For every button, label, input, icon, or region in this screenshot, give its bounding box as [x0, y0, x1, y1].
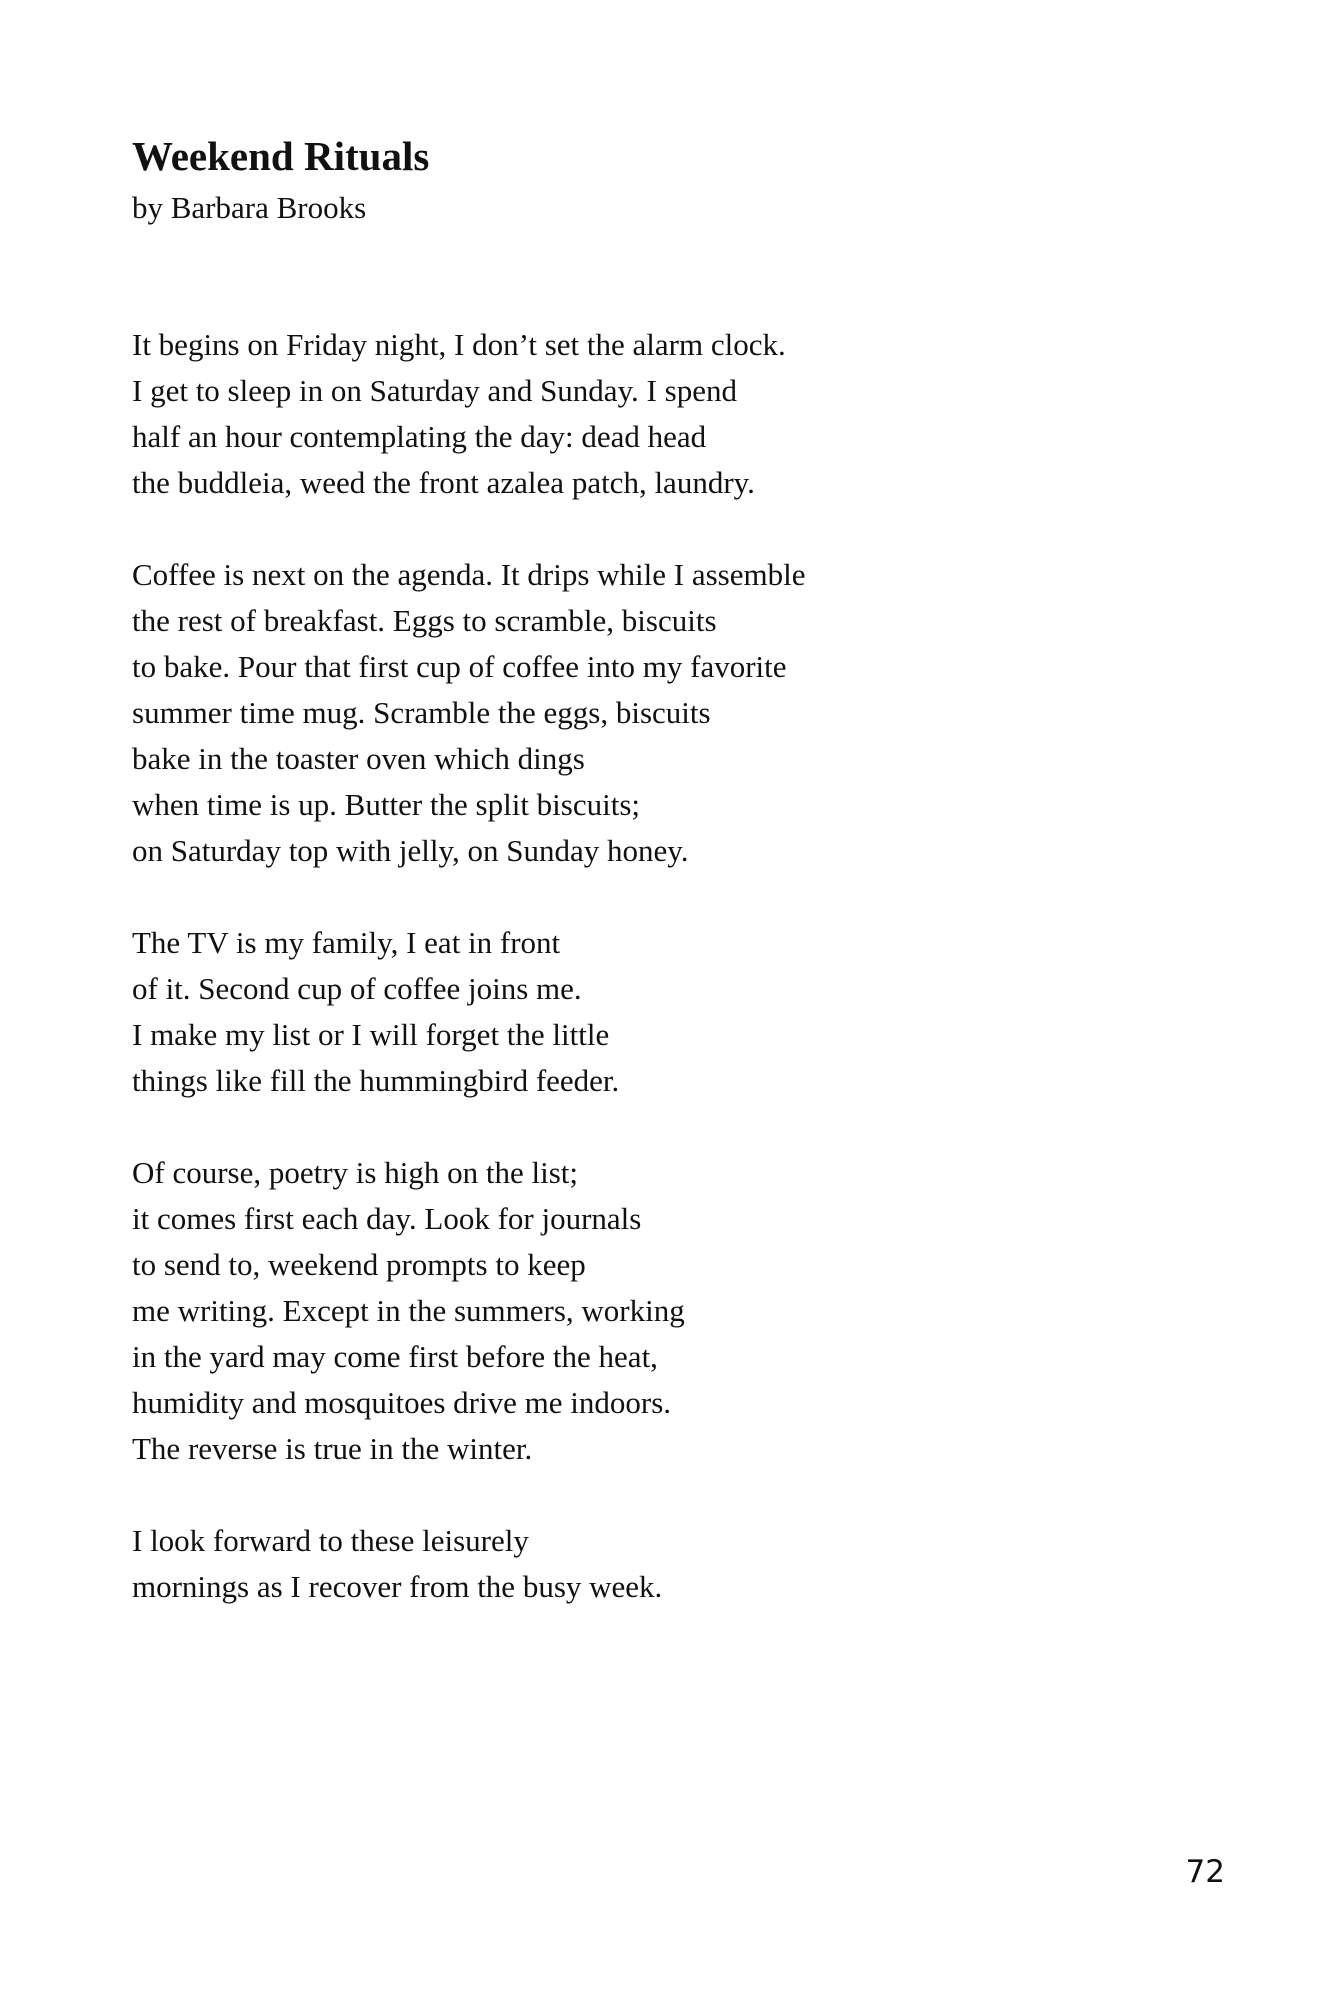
poem-line: I get to sleep in on Saturday and Sunday. I spend	[132, 373, 737, 408]
poem-line: Of course, poetry is high on the list;	[132, 1155, 578, 1190]
stanza-4	[132, 1150, 1182, 1472]
poem-line: summer time mug. Scramble the eggs, biscuits	[132, 695, 711, 730]
poem-line: The reverse is true in the winter.	[132, 1431, 533, 1466]
poem-line: when time is up. Butter the split biscuits;	[132, 787, 641, 822]
stanza-5	[132, 1518, 1182, 1610]
poem-line: to send to, weekend prompts to keep	[132, 1247, 586, 1282]
poem-title: Weekend Rituals	[132, 133, 430, 179]
poem-line: humidity and mosquitoes drive me indoors.	[132, 1385, 672, 1420]
stanza-1	[132, 322, 1182, 506]
poem-line: me writing. Except in the summers, working	[132, 1293, 685, 1328]
poem-line: the buddleia, weed the front azalea patch, laundry.	[132, 465, 755, 500]
poem-line: in the yard may come first before the heat,	[132, 1339, 658, 1374]
poem-line: I make my list or I will forget the little	[132, 1017, 610, 1052]
poem-line: It begins on Friday night, I don’t set the alarm clock.	[132, 327, 786, 362]
poem-line: to bake. Pour that first cup of coffee into my favorite	[132, 649, 787, 684]
poem-line: the rest of breakfast. Eggs to scramble, biscuits	[132, 603, 717, 638]
poem-body	[132, 322, 1182, 1656]
stanza-3	[132, 920, 1182, 1104]
poem-line: things like fill the hummingbird feeder.	[132, 1063, 620, 1098]
poem-line: mornings as I recover from the busy week.	[132, 1569, 663, 1604]
poem-line: of it. Second cup of coffee joins me.	[132, 971, 582, 1006]
poem-line: Coffee is next on the agenda. It drips while I assemble	[132, 557, 806, 592]
poem-line: on Saturday top with jelly, on Sunday honey.	[132, 833, 689, 868]
poem-byline: by Barbara Brooks	[132, 190, 367, 225]
poem-line: half an hour contemplating the day: dead head	[132, 419, 707, 454]
poem-line: bake in the toaster oven which dings	[132, 741, 585, 776]
page-number: 72	[1185, 1854, 1225, 1890]
stanza-2	[132, 552, 1182, 874]
poem-line: The TV is my family, I eat in front	[132, 925, 561, 960]
poem-line: I look forward to these leisurely	[132, 1523, 529, 1558]
poem-line: it comes first each day. Look for journals	[132, 1201, 642, 1236]
